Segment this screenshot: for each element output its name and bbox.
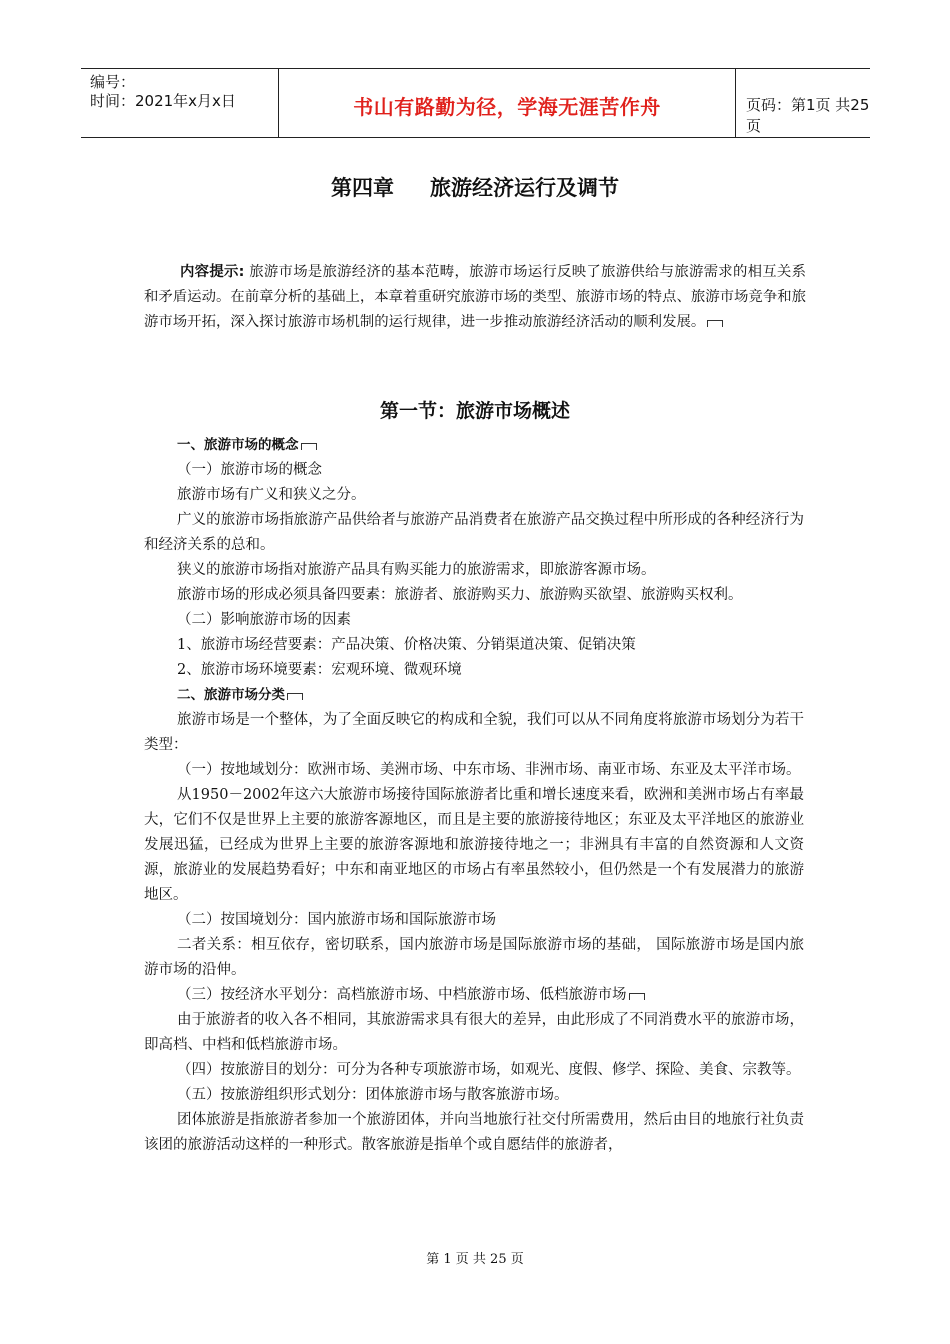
- body-paragraph: [144, 1058, 804, 1083]
- paragraph-text: 二、旅游市场分类: [177, 687, 285, 703]
- header-meta-cell: [81, 69, 279, 137]
- section-title: 第一节：旅游市场概述: [379, 400, 570, 422]
- body-paragraph: [144, 458, 804, 483]
- document-body: [144, 433, 804, 1158]
- body-paragraph: [144, 633, 804, 658]
- body-paragraph: [144, 1108, 804, 1158]
- paragraph-text: （五）按旅游组织形式划分：团体旅游市场与散客旅游市场。: [177, 1087, 569, 1103]
- paragraph-text: 狭义的旅游市场指对旅游产品具有购买能力的旅游需求，即旅游客源市场。: [177, 562, 656, 578]
- paragraph-text: （二）影响旅游市场的因素: [177, 612, 351, 628]
- section-heading: [144, 433, 804, 458]
- paragraph-text: 一、旅游市场的概念: [177, 437, 299, 453]
- header-table: [81, 68, 870, 138]
- content-summary: [144, 260, 806, 335]
- paragraph-text: 广义的旅游市场指旅游产品供给者与旅游产品消费者在旅游产品交换过程中所形成的各种经济行为和经济关系的总和。: [144, 512, 804, 553]
- body-paragraph: [144, 1083, 804, 1108]
- body-paragraph: [144, 933, 804, 983]
- paragraph-text: 从1950－2002年这六大旅游市场接待国际旅游者比重和增长速度来看，欧洲和美洲市场占有率最大，它们不仅是世界上主要的旅游客源地区，而且是主要的旅游接待地区；东亚及太平洋地区的旅游业发展迅猛，已经成为世界上主要的旅游客源地和旅游接待地之一；非洲具有丰富的自然资源和人文资源，旅游业的发展趋势看好；中东和南亚地区的市场占有率虽然较小，但仍然是一个有发展潜力的旅游地区。: [144, 787, 804, 903]
- header-motto: 书山有路勤为径，学海无涯苦作舟: [353, 95, 661, 119]
- paragraph-text: （二）按国境划分：国内旅游市场和国际旅游市场: [177, 912, 496, 928]
- body-paragraph: [144, 658, 804, 683]
- body-paragraph: [144, 783, 804, 908]
- body-paragraph: [144, 608, 804, 633]
- paragraph-mark-icon: [301, 443, 317, 450]
- page-footer: 第 1 页 共 25 页: [426, 1252, 524, 1267]
- body-paragraph: [144, 758, 804, 783]
- header-motto-cell: [279, 69, 736, 137]
- chapter-number: 第四章: [331, 176, 394, 200]
- paragraph-text: 旅游市场有广义和狭义之分。: [177, 487, 366, 503]
- paragraph-text: （一）旅游市场的概念: [177, 462, 322, 478]
- paragraph-text: 旅游市场是一个整体，为了全面反映它的构成和全貌，我们可以从不同角度将旅游市场划分为若干类型：: [144, 712, 804, 753]
- chapter-name: 旅游经济运行及调节: [430, 176, 619, 200]
- body-paragraph: [144, 983, 804, 1008]
- body-paragraph: [144, 558, 804, 583]
- body-paragraph: [144, 508, 804, 558]
- body-paragraph: [144, 483, 804, 508]
- paragraph-text: 2、旅游市场环境要素：宏观环境、微观环境: [177, 662, 462, 678]
- paragraph-text: 团体旅游是指旅游者参加一个旅游团体，并向当地旅行社交付所需费用，然后由目的地旅行社负责该团的旅游活动这样的一种形式。散客旅游是指单个或自愿结伴的旅游者，: [144, 1112, 804, 1153]
- paragraph-mark-icon: [707, 320, 723, 327]
- paragraph-mark-icon: [287, 693, 303, 700]
- body-paragraph: [144, 908, 804, 933]
- document-date-label: 时间：2021年x月x日: [90, 92, 236, 110]
- body-paragraph: [144, 583, 804, 608]
- paragraph-text: 1、旅游市场经营要素：产品决策、价格决策、分销渠道决策、促销决策: [177, 637, 636, 653]
- paragraph-text: （四）按旅游目的划分：可分为各种专项旅游市场，如观光、度假、修学、探险、美食、宗教等。: [177, 1062, 801, 1078]
- paragraph-mark-icon: [629, 993, 645, 1000]
- paragraph-text: 由于旅游者的收入各不相同，其旅游需求具有很大的差异，由此形成了不同消费水平的旅游市场，即高档、中档和低档旅游市场。: [144, 1012, 804, 1053]
- header-page-info: 页码：第1页 共25页: [746, 96, 870, 135]
- body-paragraph: [144, 1008, 804, 1058]
- header-page-cell: [736, 69, 870, 137]
- paragraph-text: （一）按地域划分：欧洲市场、美洲市场、中东市场、非洲市场、南亚市场、东亚及太平洋市场。: [177, 762, 801, 778]
- section-heading: [144, 683, 804, 708]
- chapter-title: [0, 172, 950, 202]
- body-paragraph: [144, 708, 804, 758]
- paragraph-text: 旅游市场的形成必须具备四要素：旅游者、旅游购买力、旅游购买欲望、旅游购买权利。: [177, 587, 743, 603]
- summary-text: 旅游市场是旅游经济的基本范畴，旅游市场运行反映了旅游供给与旅游需求的相互关系和矛盾运动。在前章分析的基础上，本章着重研究旅游市场的类型、旅游市场的特点、旅游市场竞争和旅游市场开拓，深入探讨旅游市场机制的运行规律，进一步推动旅游经济活动的顺利发展。: [144, 264, 806, 330]
- summary-lead: 内容提示:: [180, 264, 245, 280]
- document-number-label: 编号：: [90, 73, 136, 91]
- paragraph-text: 二者关系：相互依存，密切联系，国内旅游市场是国际旅游市场的基础， 国际旅游市场是国内旅游市场的沿伸。: [144, 937, 804, 978]
- paragraph-text: （三）按经济水平划分：高档旅游市场、中档旅游市场、低档旅游市场: [177, 987, 627, 1003]
